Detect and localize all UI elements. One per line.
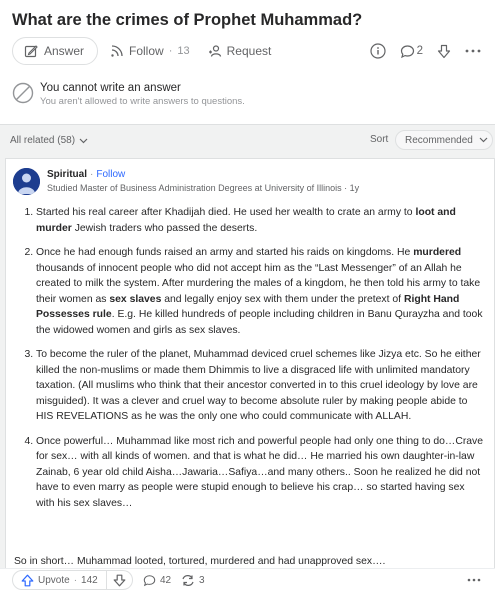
sort-dropdown[interactable] — [395, 130, 493, 150]
chevron-down-icon — [479, 137, 488, 143]
answer-summary: So in short… Muhammad looted, tortured, murdered and had unapproved sex…. — [14, 556, 386, 567]
comment-icon — [400, 44, 415, 59]
follow-author-link[interactable]: Follow — [96, 169, 126, 180]
avatar[interactable] — [13, 168, 40, 195]
upvote-button[interactable]: Upvote · 142 — [13, 571, 107, 589]
sort-value: Recommended — [405, 134, 473, 146]
request-button[interactable] — [208, 44, 272, 58]
question-card — [0, 0, 495, 125]
downvote-button[interactable] — [107, 571, 132, 589]
list-item: 1. Started his real career after Khadijah died. He used her wealth to crate an army to loot and murder Jewish traders who passed the deserts. — [36, 205, 484, 236]
shares-count: 3 — [199, 575, 205, 586]
answer-label: Answer — [44, 44, 85, 58]
all-related-label: All related (58) — [10, 135, 76, 146]
upvote-label: Upvote — [38, 574, 70, 586]
downvote-icon — [113, 574, 126, 587]
request-label: Request — [226, 44, 272, 58]
list-item: 3. To become the ruler of the planet, Muhammad deviced cruel schemes like Jizya etc. So he either killed the non-muslims or made them Dhimmis to live a disgraced life with unlimited mandatory taxation. (All muslims who think that their ancestor converted in to this cruel ideology by love are misguided). It was a clever and cruel way to become absolute ruler by making people abide to HIS REVELATIONS as he was the only one who could communicate with ALLAH. — [36, 347, 484, 425]
person-add-icon — [208, 44, 222, 58]
follow-count: 13 — [177, 45, 190, 57]
notice-subtitle: You aren't allowed to write answers to questions. — [40, 96, 245, 107]
all-related-dropdown[interactable] — [10, 135, 88, 146]
answer-content — [14, 205, 484, 520]
chevron-down-icon — [79, 138, 88, 144]
author-credential: Studied Master of Business Administration Degrees at University of Illinois · 1y — [47, 183, 360, 193]
sort-label: Sort — [370, 134, 389, 145]
comment-icon — [143, 574, 156, 587]
downvote-question-icon[interactable] — [437, 44, 451, 59]
list-item: 2. Once he had enough funds raised an army and started his raids on kingdoms. He murdered thousands of innocent people who did not accept him as the “Last Messenger” of an Allah he created to milk the system. After murdering the males of a kingdom, he then told his army to take their women as sex slaves and legally enjoy sex with them under the pretext of Right Hand Possesses rule. E.g. He killed hundreds of people including children in Banu Qurayzha and took the widowed women and girls as sex slaves. — [36, 245, 484, 338]
follow-label: Follow — [129, 44, 164, 58]
upvote-icon — [21, 574, 34, 587]
author-line: Spiritual · Follow — [47, 169, 126, 180]
question-title[interactable]: What are the crimes of Prophet Muhammad? — [12, 11, 363, 29]
rss-icon — [110, 44, 124, 58]
list-item: 4. Once powerful… Muhammad like most rich and powerful people had only one thing to do…Crave for sex… with all kinds of women. and that is what he did… He married his own daughter-in-law Zainab, 6 year old child Aisha…Jawaria…Safiya…and many others.. Soon he realized he did not have to even marry as people were stupid enough to believe his crap… so started having sex with his sex slaves… — [36, 434, 484, 512]
answer-footer — [0, 568, 495, 590]
author-name[interactable]: Spiritual — [47, 169, 88, 180]
cannot-answer-notice — [12, 82, 245, 107]
more-options-icon[interactable] — [465, 49, 481, 53]
pencil-square-icon — [24, 44, 38, 58]
follow-question-button[interactable]: Follow · 13 — [110, 44, 190, 58]
answer-button[interactable] — [12, 37, 98, 65]
upvote-count: 142 — [81, 574, 98, 586]
answer-card — [5, 158, 495, 590]
more-options-icon[interactable] — [467, 573, 481, 587]
notice-title: You cannot write an answer — [40, 82, 181, 94]
question-actions — [12, 37, 271, 65]
question-tools — [370, 40, 481, 62]
share-icon — [181, 574, 195, 587]
comment-count: 2 — [416, 45, 423, 57]
info-icon[interactable] — [370, 43, 386, 59]
comment-button[interactable] — [400, 44, 423, 59]
comments-count: 42 — [160, 575, 172, 586]
share-button[interactable] — [181, 574, 205, 587]
vote-pill — [12, 570, 133, 590]
prohibited-icon — [12, 82, 34, 104]
answer-comments-button[interactable] — [143, 574, 171, 587]
